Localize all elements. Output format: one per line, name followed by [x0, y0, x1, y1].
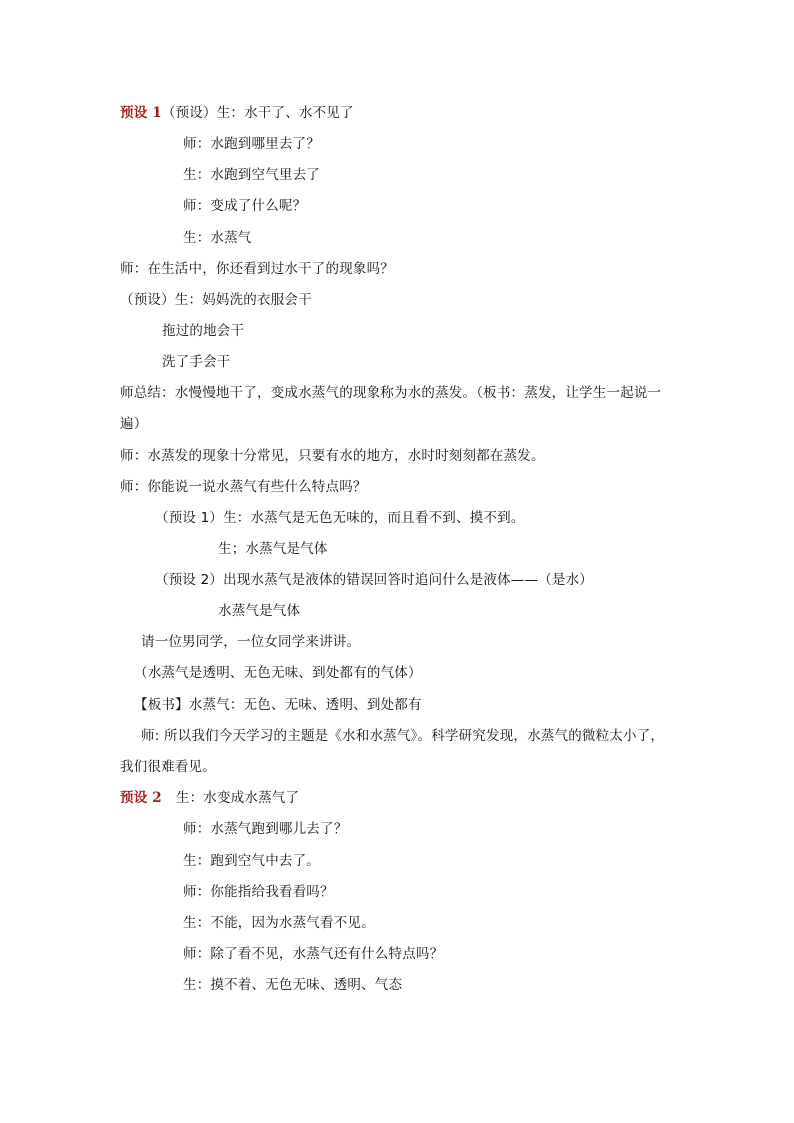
- dialogue-line: 水蒸气是气体: [218, 603, 301, 619]
- dialogue-line: （预设）生：妈妈洗的衣服会干: [120, 292, 312, 308]
- dialogue-line: 拖过的地会干: [162, 323, 245, 339]
- dialogue-line: 师：你能说一说水蒸气有些什么特点吗？: [120, 479, 367, 495]
- dialogue-line: 师：水跑到哪里去了？: [183, 136, 320, 152]
- preset-label: 预设 2: [120, 790, 162, 806]
- line-text: 生：水变成水蒸气了: [175, 790, 300, 806]
- dialogue-line: 师：变成了什么呢？: [183, 198, 307, 214]
- dialogue-line: 师：除了看不见，水蒸气还有什么特点吗？: [183, 946, 444, 962]
- dialogue-line: 我们很难看见。: [120, 759, 216, 775]
- dialogue-line: 师：水蒸发的现象十分常见，只要有水的地方，水时时刻刻都在蒸发。: [120, 448, 545, 464]
- dialogue-line: 师：水蒸气跑到哪儿去了？: [183, 821, 348, 837]
- dialogue-line: （预设 1）生：水蒸气是无色无味的，而且看不到、摸不到。: [155, 510, 525, 526]
- dialogue-line: 生：水跑到空气里去了: [183, 167, 320, 183]
- dialogue-line: 遍）: [120, 416, 148, 432]
- dialogue-line: 师: 所以我们今天学习的主题是《水和水蒸气》。科学研究发现，水蒸气的微粒太小了，: [141, 728, 665, 744]
- dialogue-line: （水蒸气是透明、无色无味、到处都有的气体）: [134, 665, 422, 681]
- dialogue-line: 师：你能指给我看看吗？: [183, 884, 334, 900]
- dialogue-line: 生：跑到空气中去了。: [183, 853, 320, 869]
- preset-1-line: [120, 104, 354, 122]
- dialogue-line: 生：摸不着、无色无味、透明、气态: [183, 977, 403, 993]
- preset-label: 预设 1: [120, 105, 162, 121]
- dialogue-line: 师：在生活中，你还看到过水干了的现象吗？: [120, 261, 394, 277]
- dialogue-line: 生；水蒸气是气体: [218, 541, 328, 557]
- dialogue-line: （预设 2）出现水蒸气是液体的错误回答时追问什么是液体——（是水）: [155, 572, 593, 588]
- preset-2-line: [120, 789, 299, 807]
- dialogue-line: 师总结：水慢慢地干了，变成水蒸气的现象称为水的蒸发。（板书：蒸发，让学生一起说一: [120, 385, 662, 401]
- line-text: （预设）生：水干了、水不见了: [161, 105, 354, 121]
- dialogue-line: 生：水蒸气: [183, 230, 252, 246]
- dialogue-line: 请一位男同学，一位女同学来讲讲。: [141, 634, 361, 650]
- board-note-line: 【板书】水蒸气：无色、无味、透明、到处都有: [134, 697, 422, 713]
- dialogue-line: 洗了手会干: [162, 354, 231, 370]
- dialogue-line: 生：不能，因为水蒸气看不见。: [183, 915, 375, 931]
